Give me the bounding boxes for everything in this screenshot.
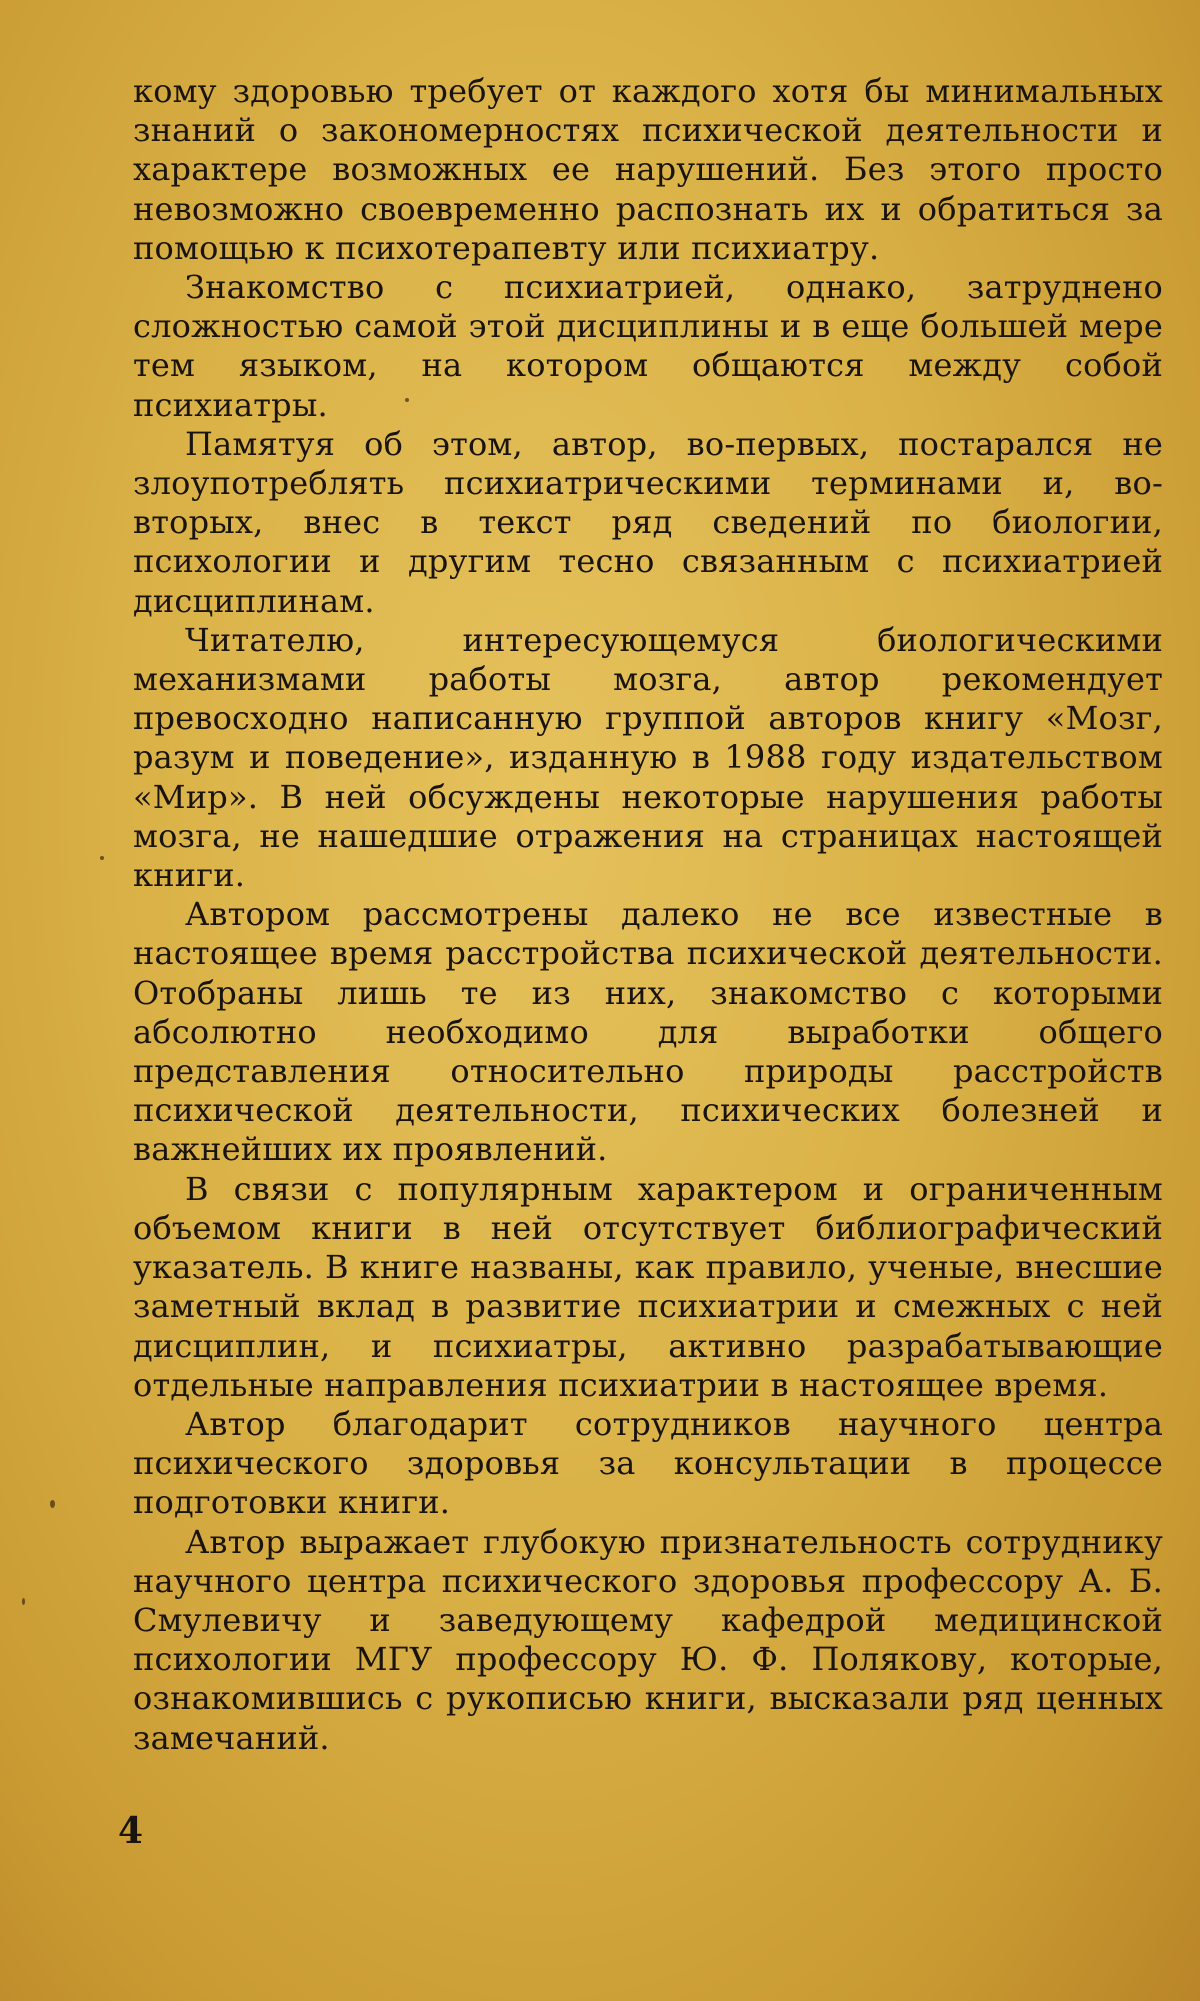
body-text: [133, 72, 1163, 1758]
paragraph-7: Автор благодарит сотрудников научного центра психического здоровья за консультации в процессе подготовки книги.: [133, 1404, 1163, 1522]
paragraph-3: Памятуя об этом, автор, во-первых, постарался не злоупотреблять психиатрическими терминами и, во-вторых, внес в текст ряд сведений по биологии, психологии и другим тесно связанным с психиатрией дисциплинам.: [133, 424, 1163, 620]
ink-speck: [100, 856, 104, 860]
paragraph-8: Автор выражает глубокую признательность сотруднику научного центра психического здоровья профессору А. Б. Смулевичу и заведующему кафедрой медицинской психологии МГУ профессору Ю. Ф. Полякову, которые, ознакомившись с рукописью книги, высказали ряд ценных замечаний.: [133, 1522, 1163, 1757]
paragraph-6: В связи с популярным характером и ограниченным объемом книги в ней отсутствует библиографический указатель. В книге названы, как правило, ученые, внесшие заметный вклад в развитие психиатрии и смежных с ней дисциплин, и психиатры, активно разрабатывающие отдельные направления психиатрии в настоящее время.: [133, 1169, 1163, 1404]
ink-speck: [50, 1500, 55, 1508]
ink-speck: [22, 1598, 25, 1605]
paragraph-1: кому здоровью требует от каждого хотя бы минимальных знаний о закономерностях психической деятельности и характере возможных ее нарушений. Без этого просто невозможно своевременно распознать их и обратиться за помощью к психотерапевту или психиатру.: [133, 72, 1163, 267]
paragraph-4: Читателю, интересующемуся биологическими механизмами работы мозга, автор рекомендует превосходно написанную группой авторов книгу «Мозг, разум и поведение», изданную в 1988 году издательством «Мир». В ней обсуждены некоторые нарушения работы мозга, не нашедшие отражения на страницах настоящей книги.: [133, 620, 1163, 895]
paragraph-5: Автором рассмотрены далеко не все известные в настоящее время расстройства психической деятельности. Отобраны лишь те из них, знакомство с которыми абсолютно необходимо для выработки общего представления относительно природы расстройств психической деятельности, психических болезней и важнейших их проявлений.: [133, 895, 1163, 1169]
paragraph-2: Знакомство с психиатрией, однако, затруднено сложностью самой этой дисциплины и в еще большей мере тем языком, на котором общаются между собой психиатры.: [133, 268, 1163, 424]
page-number: 4: [118, 1810, 144, 1852]
ink-speck: [405, 398, 409, 402]
